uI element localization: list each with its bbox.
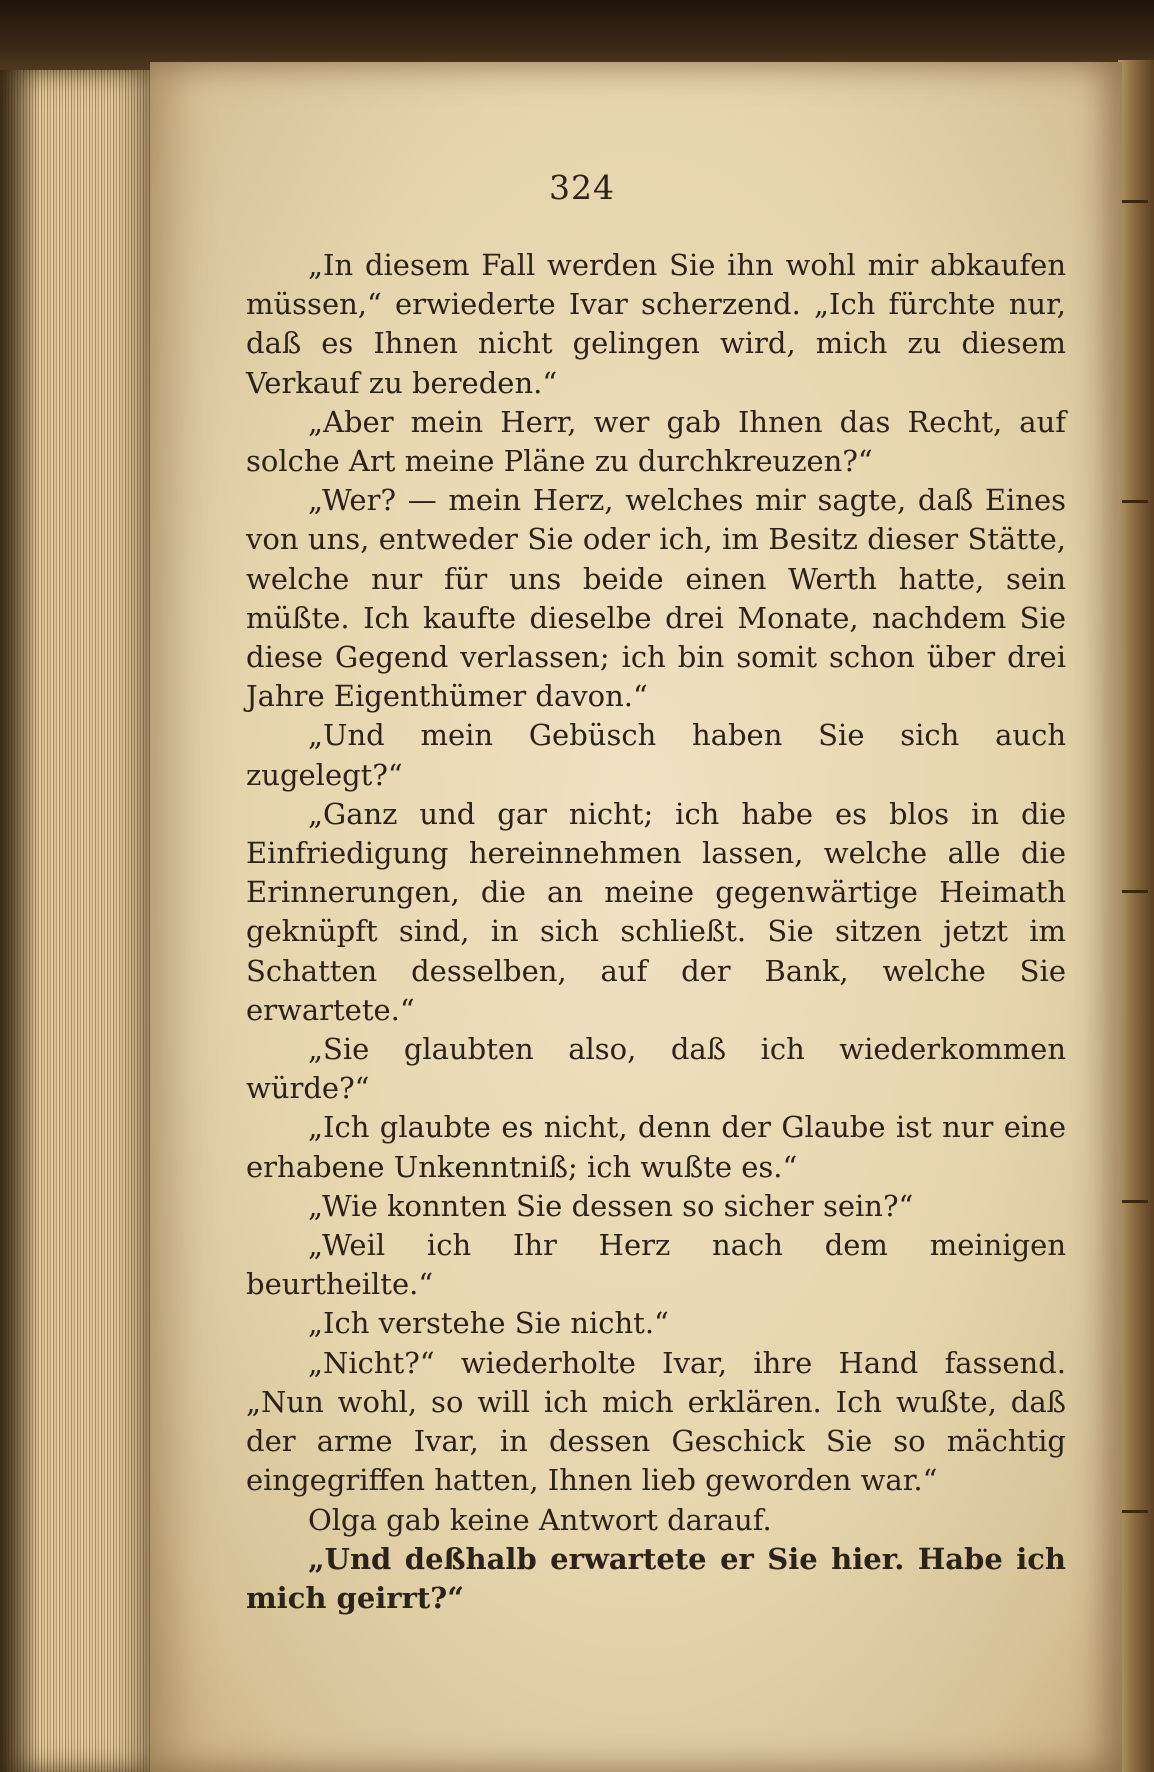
paragraph: „Wie konnten Sie dessen so sicher sein?“	[308, 1188, 914, 1223]
paragraph: „Sie glaubten also, daß ich wiederkommen würde?“	[246, 1032, 1066, 1106]
paragraph: „In diesem Fall werden Sie ihn wohl mir abkaufen müssen,“ erwiederte Ivar scherzend. „Ich fürchte nur, daß es Ihnen nicht gelingen wird, mich zu diesem Verkauf zu bereden.“	[246, 248, 1066, 400]
paragraph: „Wer? — mein Herz, welches mir sagte, daß Eines von uns, entweder Sie oder ich, im Besitz dieser Stätte, welche nur für uns beide einen Werth hatte, sein müßte. Ich kaufte dieselbe drei Monate, nachdem Sie diese Gegend verlassen; ich bin somit schon über drei Jahre Eigenthümer davon.“	[246, 483, 1066, 714]
page-stack-shadow	[0, 70, 40, 1772]
edge-mark	[1118, 1200, 1148, 1203]
paragraph: „Ganz und gar nicht; ich habe es blos in die Einfriedigung hereinnehmen lassen, welche alle die Erinnerungen, die an meine gegenwärtige Heimath geknüpft sind, in sich schließt. Sie sitzen jetzt im Schatten desselben, auf der Bank, welche Sie erwartete.“	[246, 796, 1066, 1027]
page-text	[246, 246, 1066, 1618]
edge-mark	[1118, 890, 1148, 893]
paragraph: Olga gab keine Antwort darauf.	[308, 1502, 772, 1537]
paragraph: „Weil ich Ihr Herz nach dem meinigen beurtheilte.“	[246, 1228, 1066, 1302]
edge-mark	[1118, 500, 1148, 503]
paragraph: „Und mein Gebüsch haben Sie sich auch zugelegt?“	[246, 718, 1066, 792]
page-number: 324	[549, 168, 615, 207]
paragraph: „Und deßhalb erwartete er Sie hier. Habe ich mich geirrt?“	[246, 1541, 1066, 1615]
book-right-edge	[1118, 60, 1154, 1772]
paragraph: „Ich verstehe Sie nicht.“	[308, 1306, 669, 1341]
paragraph: „Aber mein Herr, wer gab Ihnen das Recht, auf solche Art meine Pläne zu durchkreuzen?“	[246, 404, 1066, 479]
paragraph: „Ich glaubte es nicht, denn der Glaube ist nur eine erhabene Unkenntniß; ich wußte es.“	[246, 1110, 1066, 1184]
edge-mark	[1118, 1510, 1148, 1513]
paragraph: „Nicht?“ wiederholte Ivar, ihre Hand fassend. „Nun wohl, so will ich mich erklären. Ich wußte, daß der arme Ivar, in dessen Geschick Sie so mächtig eingegriffen hatten, Ihnen lieb geworden war.“	[246, 1345, 1066, 1498]
